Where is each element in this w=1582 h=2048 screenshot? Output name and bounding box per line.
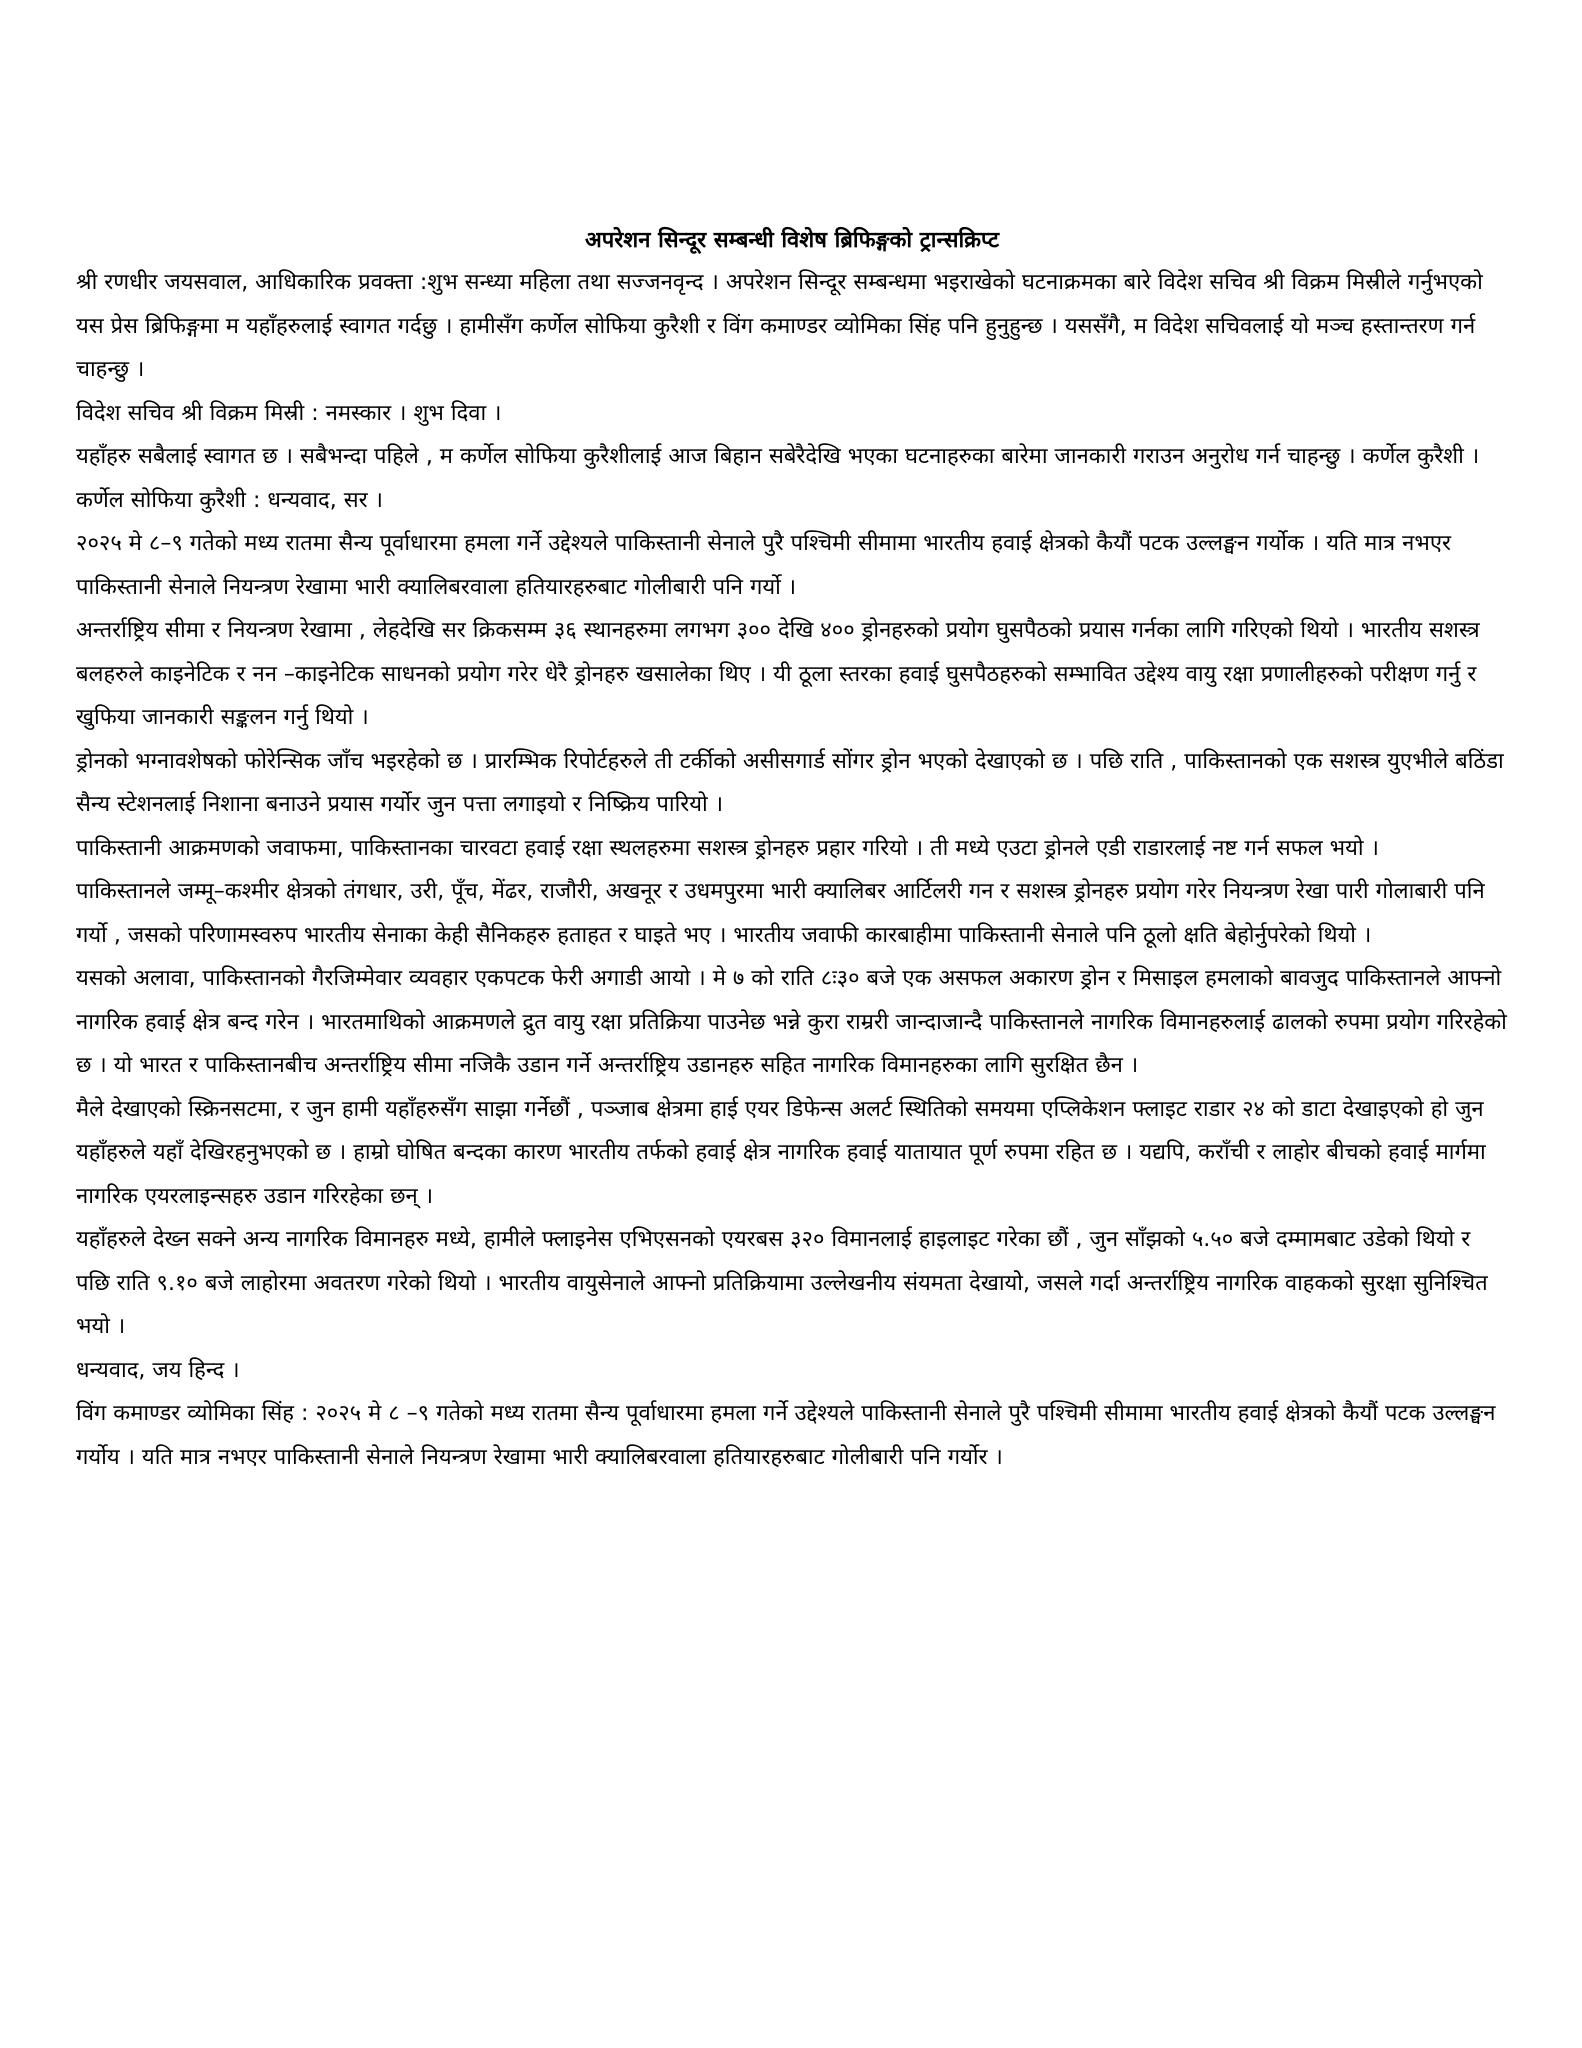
paragraph-drone-incursions: अन्तर्राष्ट्रिय सीमा र नियन्त्रण रेखामा , लेहदेखि सर क्रिकसम्म ३६ स्थानहरुमा लगभग ३०० देखि ४०० ड्रोनहरुको प्रयोग घुसपैठको प्रयास गर्नका लागि गरिएको थियो । भारतीय सशस्त्र बलहरुले काइनेटिक र नन –काइनेटिक साधनको प्रयोग गरेर धेरै ड्रोनहरु खसालेका थिए । यी ठूला स्तरका हवाई घुसपैठहरुको सम्भावित उद्देश्य वायु रक्षा प्रणालीहरुको परीक्षण गर्नु र खुफिया जानकारी सङ्कलन गर्नु थियो ।: [76, 618, 1480, 730]
document-title: अपरेशन सिन्दूर सम्बन्धी विशेष ब्रिफिङ्गको ट्रान्सक्रिप्ट: [584, 228, 1000, 253]
paragraph-artillery-shelling: पाकिस्तानले जम्मू–कश्मीर क्षेत्रको तंगधार, उरी, पूँच, मेंढर, राजौरी, अखनूर र उधमपुरमा भारी क्यालिबर आर्टिलरी गन र सशस्त्र ड्रोनहरु प्रयोग गरेर नियन्त्रण रेखा पारी गोलाबारी पनि गर्यो , जसको परिणामस्वरुप भारतीय सेनाका केही सैनिकहरु हताहत र घाइते भए । भारतीय जवाफी कारबाहीमा पाकिस्तानी सेनाले पनि ठूलो क्षति बेहोर्नुपरेको थियो ।: [76, 879, 1485, 948]
transcript-body: [76, 222, 1508, 1479]
paragraph-foreign-secretary-greeting: विदेश सचिव श्री विक्रम मिस्री : नमस्कार । शुभ दिवा ।: [76, 400, 502, 426]
paragraph-spokesperson-intro: श्री रणधीर जयसवाल, आधिकारिक प्रवक्ता :शुभ सन्ध्या महिला तथा सज्जनवृन्द । अपरेशन सिन्दूर सम्बन्धमा भइराखेको घटनाक्रमका बारे विदेश सचिव श्री विक्रम मिस्रीले गर्नुभएको यस प्रेस ब्रिफिङ्गमा म यहाँहरुलाई स्वागत गर्दछु । हामीसँग कर्णेल सोफिया कुरैशी र विंग कमाण्डर व्योमिका सिंह पनि हुनुहुन्छ । यससँगै, म विदेश सचिवलाई यो मञ्च हस्तान्तरण गर्न चाहन्छु ।: [76, 270, 1483, 382]
paragraph-drone-forensics: ड्रोनको भग्नावशेषको फोरेन्सिक जाँच भइरहेको छ । प्रारम्भिक रिपोर्टहरुले ती टर्कीको असीसगार्ड साेंगर ड्रोन भएको देखाएको छ । पछि राति , पाकिस्तानको एक सशस्त्र युएभीले बठिंडा सैन्य स्टेशनलाई निशाना बनाउने प्रयास गर्योर जुन पत्ता लगाइयो र निष्क्रिय पारियो ।: [76, 748, 1504, 817]
paragraph-wing-commander: विंग कमाण्डर व्योमिका सिंह : २०२५ मे ८ –९ गतेको मध्य रातमा सैन्य पूर्वाधारमा हमला गर्ने उद्देश्यले पाकिस्तानी सेनाले पुरै पश्चिमी सीमामा भारतीय हवाई क्षेत्रको कैयौं पटक उल्लङ्घन गर्योय । यति मात्र नभएर पाकिस्तानी सेनाले नियन्त्रण रेखामा भारी क्यालिबरवाला हतियारहरुबाट गोलीबारी पनि गर्योर ।: [76, 1401, 1496, 1470]
paragraph-flight-radar-screenshot: मैले देखाएको स्क्रिनसटमा, र जुन हामी यहाँहरुसँग साझा गर्नेछौं , पञ्जाब क्षेत्रमा हाई एयर डिफेन्स अलर्ट स्थितिको समयमा एप्लिकेशन फ्लाइट राडार २४ को डाटा देखाइएको हो जुन यहाँहरुले यहाँ देखिरहनुभएको छ । हाम्रो घोषित बन्दका कारण भारतीय तर्फको हवाई क्षेत्र नागरिक हवाई यातायात पूर्ण रुपमा रहित छ । यद्यपि, कराँची र लाहोर बीचको हवाई मार्गमा नागरिक एयरलाइन्सहरु उडान गरिरहेका छन् ।: [76, 1096, 1486, 1209]
paragraph-civil-aircraft: यहाँहरुले देख्न सक्ने अन्य नागरिक विमानहरु मध्ये, हामीले फ्लाइनेस एभिएसनको एयरबस ३२० विमानलाई हाइलाइट गरेका छौं , जुन साँझको ५.५० बजे दम्मामबाट उडेको थियो र पछि राति ९.१० बजे लाहोरमा अवतरण गरेको थियो । भारतीय वायुसेनाले आफ्नो प्रतिक्रियामा उल्लेखनीय संयमता देखायोे, जसले गर्दा अन्तर्राष्ट्रिय नागरिक वाहकको सुरक्षा सुनिश्चित भयो ।: [76, 1227, 1488, 1339]
paragraph-colonel-thanks: कर्णेल सोफिया कुरैशी : धन्यवाद, सर ।: [76, 487, 383, 513]
paragraph-response-strikes: पाकिस्तानी आक्रमणको जवाफमा, पाकिस्तानका चारवटा हवाई रक्षा स्थलहरुमा सशस्त्र ड्रोनहरु प्रहार गरियो । ती मध्ये एउटा ड्रोनले एडी राडारलाई नष्ट गर्न सफल भयो ।: [76, 835, 1379, 861]
paragraph-civil-airspace: यसको अलावा, पाकिस्तानको गैरजिम्मेवार व्यवहार एकपटक फेरी अगाडी आयो । मे ७ को राति ८ः३० बजे एक असफल अकारण ड्रोन र मिसाइल हमलाको बावजुद पाकिस्तानले आफ्नो नागरिक हवाई क्षेत्र बन्द गरेन । भारतमाथिको आक्रमणले द्रुत वायु रक्षा प्रतिक्रिया पाउनेछ भन्ने कुरा राम्ररी जान्दाजान्दै पाकिस्तानले नागरिक विमानहरुलाई ढालको रुपमा प्रयोग गरिरहेको छ । यो भारत र पाकिस्तानबीच अन्तर्राष्ट्रिय सीमा नजिकै उडान गर्ने अन्तर्राष्ट्रिय उडानहरु सहित नागरिक विमानहरुका लागि सुरक्षित छैन ।: [76, 966, 1507, 1078]
paragraph-closing-thanks: धन्यवाद, जय हिन्द ।: [76, 1357, 240, 1383]
paragraph-airspace-violation: २०२५ मे ८–९ गतेको मध्य रातमा सैन्य पूर्वाधारमा हमला गर्ने उद्देश्यले पाकिस्तानी सेनाले पुरै पश्चिमी सीमामा भारतीय हवाई क्षेत्रको कैयौं पटक उल्लङ्घन गर्योक । यति मात्र नभएर पाकिस्तानी सेनाले नियन्त्रण रेखामा भारी क्यालिबरवाला हतियारहरुबाट गोलीबारी पनि गर्यो ।: [76, 531, 1452, 600]
paragraph-foreign-secretary-welcome: यहाँहरु सबैलाई स्वागत छ । सबैभन्दा पहिले , म कर्णेल सोफिया कुरैशीलाई आज बिहान सबेरैदेखि भएका घटनाहरुका बारेमा जानकारी गराउन अनुरोध गर्न चाहन्छु । कर्णेल कुरैशी ।: [76, 444, 1480, 469]
